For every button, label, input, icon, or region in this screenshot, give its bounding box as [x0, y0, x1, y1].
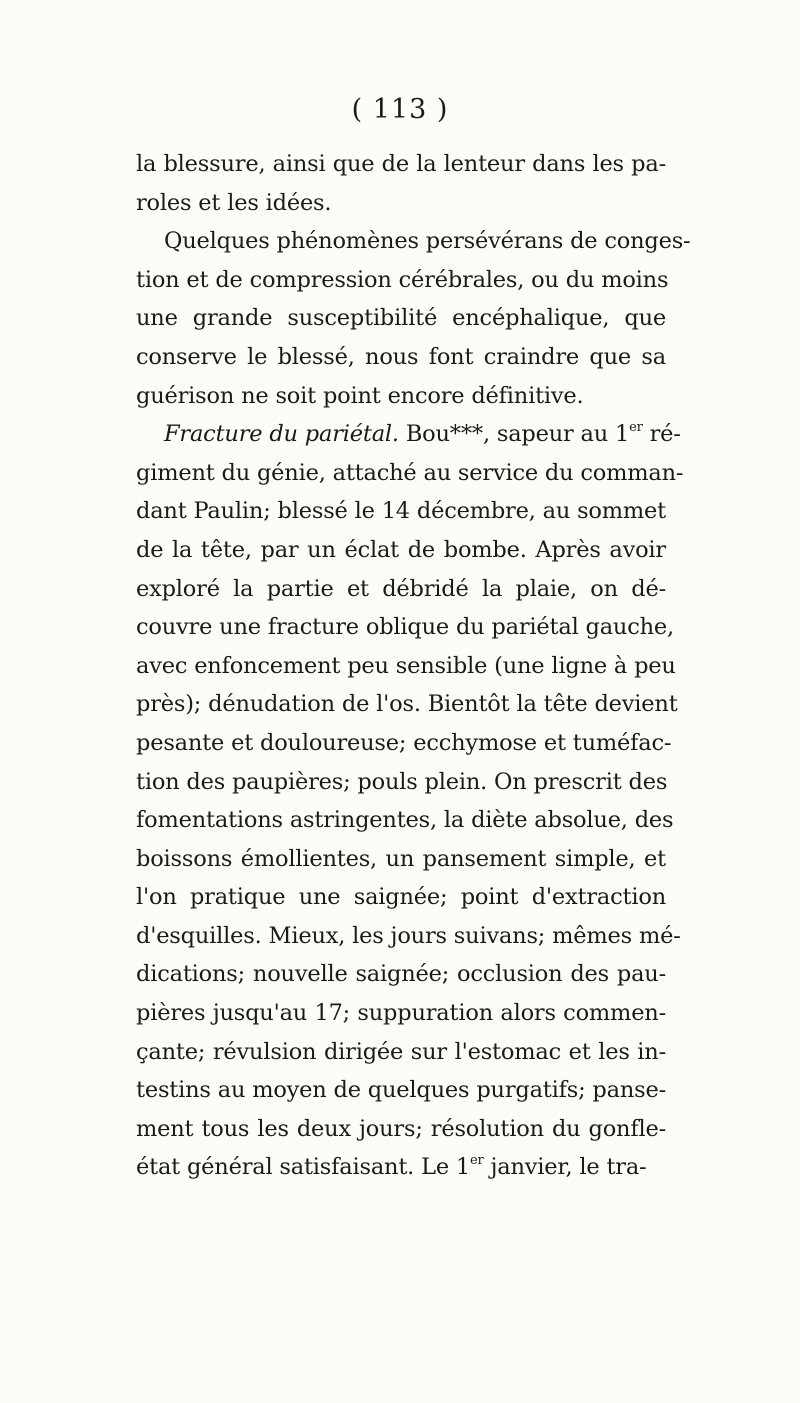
text-line: guérison ne soit point encore définitive.: [136, 382, 584, 409]
text-line: couvre une fracture oblique du pariétal gauche,: [136, 614, 674, 641]
text-fragment: Bou***, sapeur au 1: [405, 421, 630, 448]
text-line: tion et de compression cérébrales, ou du moins: [136, 266, 669, 293]
text-line: de la tête, par un éclat de bombe. Après avoir: [136, 536, 666, 563]
text-line: ment tous les deux jours; résolution du gonfle-: [136, 1115, 666, 1142]
text-line: pières jusqu'au 17; suppuration alors commen-: [136, 1000, 666, 1027]
text-line: çante; révulsion dirigée sur l'estomac et les in-: [136, 1038, 666, 1065]
text-fragment: état général satisfaisant. Le 1: [136, 1154, 471, 1181]
text-line: roles et les idées.: [136, 189, 332, 216]
text-line: la blessure, ainsi que de la lenteur dans les pa-: [136, 151, 666, 177]
text-line: testins au moyen de quelques purgatifs; panse-: [136, 1077, 667, 1104]
text-line: exploré la partie et débridé la plaie, on dé-: [136, 575, 666, 602]
text-line: tion des paupières; pouls plein. On prescrit des: [136, 768, 668, 795]
superscript: er: [470, 1153, 484, 1169]
text-line: près); dénudation de l'os. Bientôt la tête devient: [136, 691, 678, 718]
section-heading: Fracture du pariétal.: [164, 421, 399, 448]
text-line: dications; nouvelle saignée; occlusion des pau-: [136, 961, 666, 988]
page-number: ( 113 ): [351, 94, 449, 125]
text-line: [136, 1148, 666, 1187]
text-line: l'on pratique une saignée; point d'extraction: [136, 884, 666, 911]
body-text: [136, 145, 691, 1187]
text-line: Quelques phénomènes persévérans de conges-: [164, 228, 691, 255]
text-line: [136, 415, 681, 454]
text-line: conserve le blessé, nous font craindre que sa: [136, 343, 666, 370]
text-line: avec enfoncement peu sensible (une ligne à peu: [136, 652, 676, 679]
text-line: une grande susceptibilité encéphalique, que: [136, 305, 666, 332]
text-line: dant Paulin; blessé le 14 décembre, au sommet: [136, 498, 667, 525]
text-line: d'esquilles. Mieux, les jours suivans; mêmes mé-: [136, 922, 681, 949]
text-fragment: janvier, le tra-: [483, 1154, 647, 1181]
text-line: giment du génie, attaché au service du comman-: [136, 459, 684, 486]
text-line: boissons émollientes, un pansement simple, et: [136, 845, 666, 872]
superscript: er: [629, 420, 643, 436]
text-line: pesante et douloureuse; ecchymose et tuméfac-: [136, 729, 672, 756]
text-line: fomentations astringentes, la diète absolue, des: [136, 807, 674, 834]
text-fragment: ré-: [642, 421, 681, 448]
